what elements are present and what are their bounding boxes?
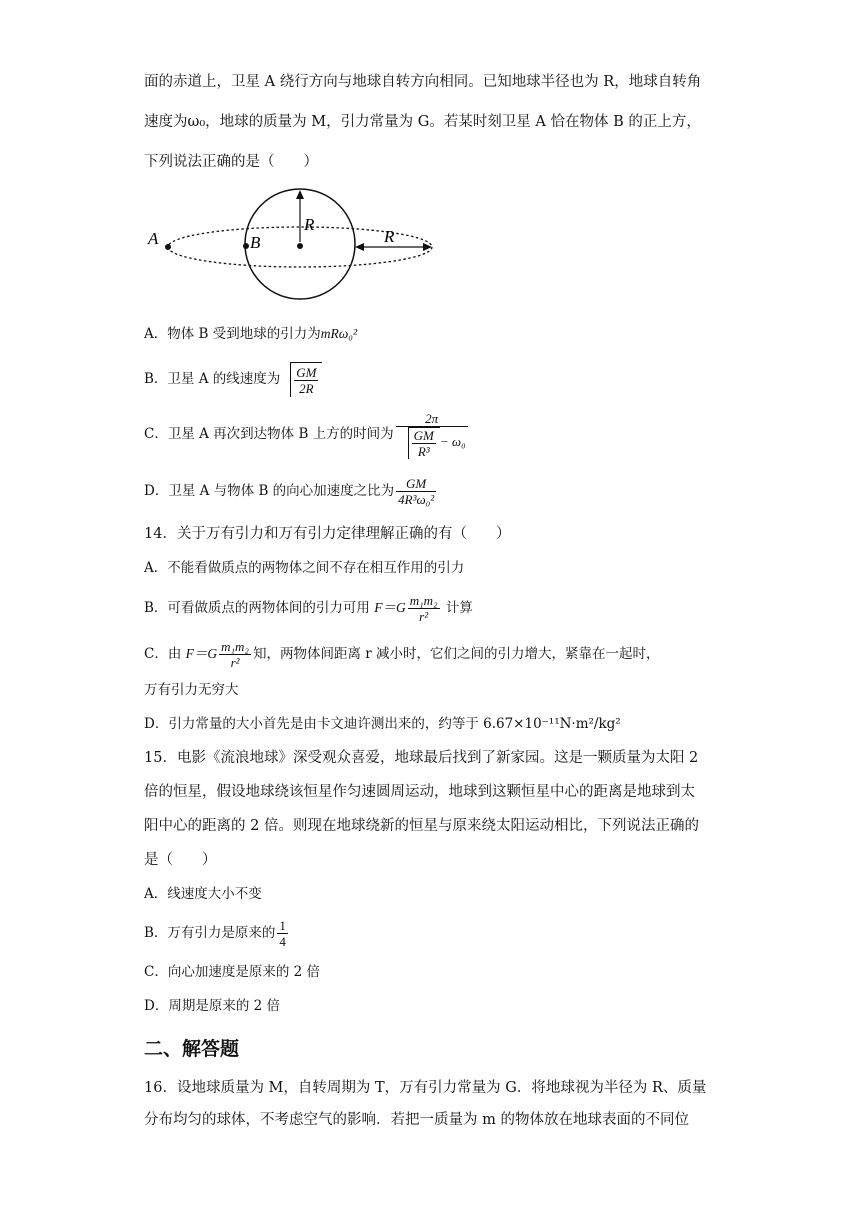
q15-stem-line-1: 15．电影《流浪地球》深受观众喜爱，地球最后找到了新家园。这是一颗质量为太阳 2: [144, 750, 699, 766]
q14-option-d: D．引力常量的大小首先是由卡文迪许测出来的，约等于 6.67×10⁻¹¹N·m²/kg²: [144, 716, 621, 732]
q13-option-c: [144, 406, 470, 462]
q13-option-c-fraction: [396, 411, 468, 459]
label-r-vertical: R: [304, 215, 315, 234]
q13-option-b: [144, 362, 322, 396]
q13-option-d-num: GM: [406, 476, 427, 491]
q14-option-c-line-2: 万有引力无穷大: [144, 682, 239, 698]
q15-option-b: [144, 914, 290, 952]
q13-option-a-expr: mRω₀²: [320, 326, 358, 341]
q13-option-b-den: 2R: [294, 380, 318, 396]
q14-option-b-formula: F＝G: [374, 600, 406, 615]
q14-option-b: [144, 590, 473, 626]
q13-option-c-num: 2π: [425, 410, 439, 426]
q13-stem-line-1: 面的赤道上，卫星 A 绕行方向与地球自转方向相同。已知地球半径也为 R，地球自转角: [144, 74, 702, 90]
arrowhead-left: [355, 243, 364, 251]
sqrt-sign: [280, 362, 322, 397]
q15-stem-line-4: 是（ ）: [144, 852, 217, 868]
q13-option-c-text: C．卫星 A 再次到达物体 B 上方的时间为: [144, 426, 394, 442]
q15-option-b-den: 4: [279, 934, 286, 949]
q13-option-b-num: GM: [296, 365, 317, 380]
q13-option-a: [144, 324, 357, 344]
q13-option-d-den: 4R³ω₀²: [398, 492, 435, 507]
q14-option-b-num: m₁m₂: [409, 593, 438, 608]
q14-option-a: A．不能看做质点的两物体之间不存在相互作用的引力: [144, 560, 465, 576]
sqrt-sign: [398, 427, 440, 459]
section-heading: 二、解答题: [144, 1038, 240, 1060]
q16-stem-line-2: 分布均匀的球体，不考虑空气的影响．若把一质量为 m 的物体放在地球表面的不同位: [144, 1112, 689, 1128]
arrowhead-up: [296, 190, 304, 199]
q14-option-c-num: m₁m₂: [221, 639, 249, 654]
q15-option-c: C．向心加速度是原来的 2 倍: [144, 964, 321, 980]
q13-stem-line-3: 下列说法正确的是（ ）: [144, 154, 318, 170]
q13-option-d: [144, 472, 438, 510]
earth-satellite-figure: [140, 186, 440, 304]
earth-center-dot: [297, 243, 303, 249]
q13-option-d-text: D．卫星 A 与物体 B 的向心加速度之比为: [144, 483, 395, 499]
q14-option-c-text: C．由: [144, 646, 182, 662]
label-b: B: [250, 233, 261, 252]
q13-option-c-inner-num: GM: [413, 427, 434, 443]
object-b-dot: [243, 243, 249, 249]
q14-option-b-post: 计算: [445, 600, 473, 616]
q13-option-a-text: A．物体 B 受到地球的引力为: [144, 326, 321, 342]
q15-option-d: D．周期是原来的 2 倍: [144, 998, 280, 1014]
q16-stem-line-1: 16．设地球质量为 M，自转周期为 T，万有引力常量为 G．将地球视为半径为 R、质量: [144, 1080, 707, 1096]
q15-stem-line-2: 倍的恒星，假设地球绕该恒星作匀速圆周运动，地球到这颗恒星中心的距离是地球到太: [144, 784, 695, 800]
q14-option-c-formula: F＝G: [185, 646, 218, 661]
q14-option-c: [144, 636, 660, 672]
q14-option-c-post: 知，两物体间距离 r 减小时，它们之间的引力增大，紧靠在一起时，: [252, 646, 660, 662]
q13-stem-line-2: 速度为ω₀，地球的质量为 M，引力常量为 G。若某时刻卫星 A 恰在物体 B 的正上方，: [144, 114, 701, 130]
label-r-horizontal: R: [384, 227, 395, 246]
q14-option-c-den: r²: [219, 654, 251, 670]
q13-option-b-text: B．卫星 A 的线速度为: [144, 371, 281, 387]
q15-option-b-text: B．万有引力是原来的: [144, 925, 276, 941]
satellite-a-dot: [165, 244, 171, 250]
q13-option-c-tail: − ω₀: [439, 433, 466, 449]
q13-option-c-inner-den: R³: [412, 443, 436, 459]
q14-option-b-text: B．可看做质点的两物体间的引力可用: [144, 600, 370, 616]
q15-option-a: A．线速度大小不变: [144, 886, 262, 902]
q14-option-b-den: r²: [408, 608, 440, 624]
label-a: A: [148, 229, 159, 248]
q15-option-b-num: 1: [279, 918, 286, 933]
q15-stem-line-3: 阳中心的距离的 2 倍。则现在地球绕新的恒星与原来绕太阳运动相比，下列说法正确的: [144, 818, 699, 834]
q14-stem: 14．关于万有引力和万有引力定律理解正确的有（ ）: [144, 526, 511, 542]
